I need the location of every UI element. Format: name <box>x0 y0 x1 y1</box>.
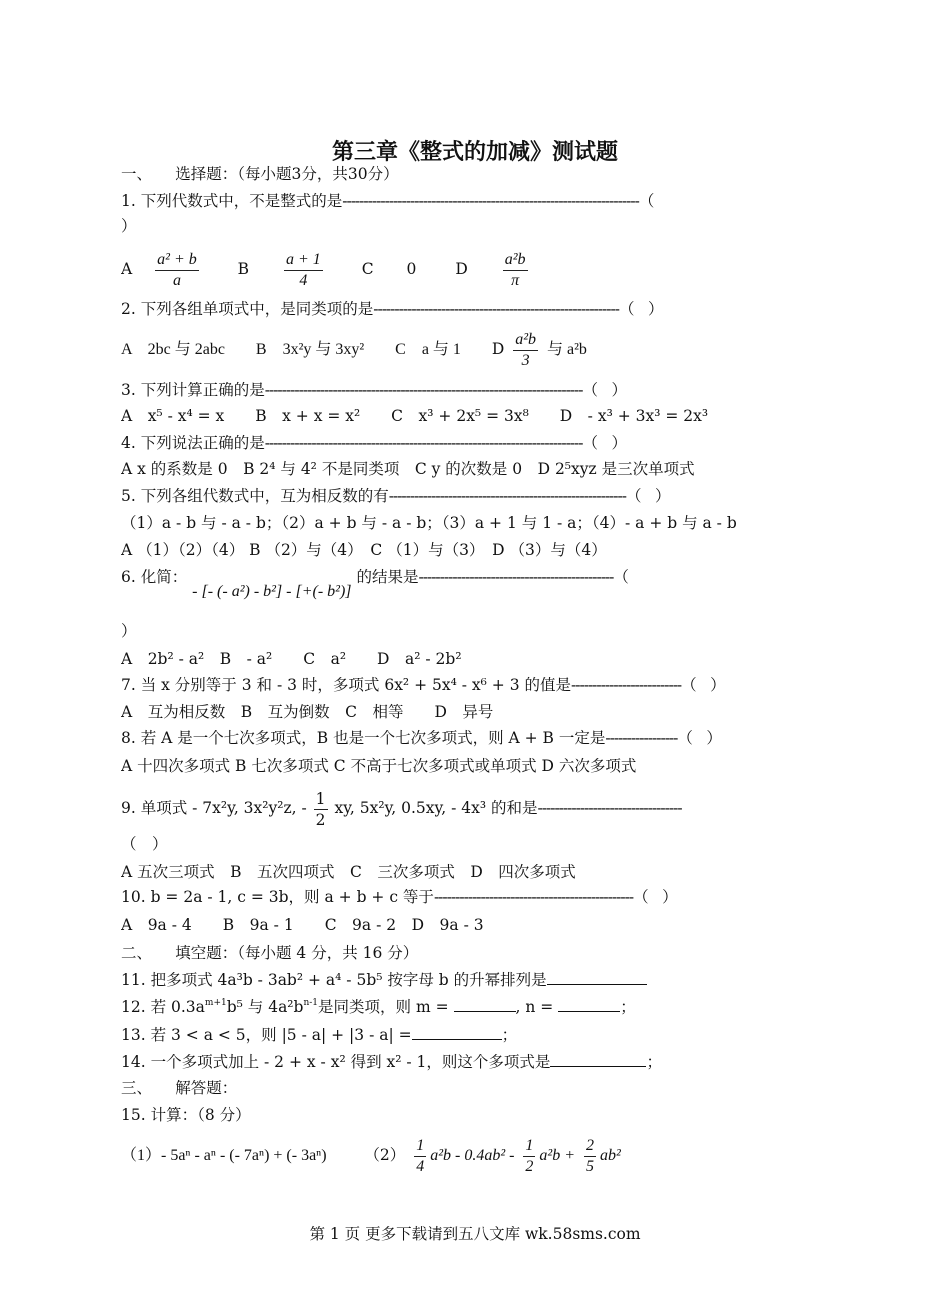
question-stem: 7. 当 x 分别等于 3 和 - 3 时，多项式 6x² + 5x⁴ - x⁶ + 3 的值是 <box>121 676 571 694</box>
question-stem: 5. 下列各组代数式中，互为相反数的有 <box>121 487 389 505</box>
option-c-value: 0 <box>406 260 417 278</box>
question-stem: 4. 下列说法正确的是 <box>121 434 265 452</box>
question-4-options: A x 的系数是 0 B 2⁴ 与 4² 不是同类项 C y 的次数是 0 D 2⁵xyz 是三次单项式 <box>121 460 695 478</box>
option-b: B x + x = x² <box>255 407 361 425</box>
question-14: 14. 一个多项式加上 - 2 + x - x² 得到 x² - 1，则这个多项式是 ； <box>121 1053 662 1071</box>
question-stem: 2. 下列各组单项式中，是同类项的是 <box>121 300 374 318</box>
answer-blank[interactable] <box>558 997 620 1012</box>
question-13: 13. 若 3 < a < 5，则 |5 - a| + |3 - a| = ； <box>121 1026 518 1044</box>
leader-dashes: -----------------------------------------------（ ） <box>433 888 677 906</box>
question-stem: 10. b = 2a - 1, c = 3b，则 a + b + c 等于 <box>121 888 434 906</box>
option-d-fraction: $\frac{\text{a²b}}{\pi}$ <box>504 250 526 289</box>
question-1 <box>121 190 835 212</box>
option-a: A x⁵ - x⁴ = x <box>121 407 225 425</box>
question-6-options: A 2b² - a² B - a² C a² D a² - 2b² <box>121 650 462 668</box>
question-15: 15. 计算：（8 分） <box>121 1106 251 1124</box>
option-d-fraction: $\frac{\text{a²b}}{3}$ <box>515 330 537 369</box>
option-a-fraction: $\frac{\text{a² + b}}{a}$ <box>157 250 197 289</box>
option-label: B <box>237 260 250 278</box>
section-heading: 二、 填空题：（每小题 4 分，共 16 分） <box>121 944 419 962</box>
question-12: 12. 若 $0.3a^{m+1}b^5$ 与 $4a^2b^{n-1}$是同类项，则 m = , n = ； <box>121 998 636 1016</box>
question-5-options: A （1）（2）（4） B （2）与（4） C （1）与（3） D （3）与（4） <box>121 541 607 559</box>
leader-dashes: ---------------------------------------------------------------------------（ ） <box>264 381 627 399</box>
answer-blank[interactable] <box>454 997 516 1012</box>
answer-blank[interactable] <box>547 970 647 985</box>
question-stem: 3. 下列计算正确的是 <box>121 381 265 399</box>
fraction-half: $\frac{1}{2}$ <box>315 789 326 829</box>
question-10-options: A 9a - 4 B 9a - 1 C 9a - 2 D 9a - 3 <box>121 916 484 934</box>
option-b: B 3x²y 与 3xy² <box>255 341 365 358</box>
question-6 <box>121 566 835 606</box>
question-stem: 8. 若 A 是一个七次多项式，B 也是一个七次多项式，则 A + B 一定是 <box>121 729 606 747</box>
question-2 <box>121 298 835 320</box>
question-7 <box>121 674 835 696</box>
question-7-options: A 互为相反数 B 互为倒数 C 相等 D 异号 <box>121 703 494 721</box>
option-label: A <box>121 260 133 278</box>
answer-paren: ） <box>121 217 137 235</box>
option-label: D <box>455 260 468 278</box>
question-8-options: A 十四次多项式 B 七次多项式 C 不高于七次多项式或单项式 D 六次多项式 <box>121 757 637 775</box>
leader-dashes: ----------------------------------------------------------（ ） <box>373 300 663 318</box>
question-3 <box>121 379 835 401</box>
leader-dashes: --------------------------（ ） <box>571 676 725 694</box>
question-3-options <box>121 405 835 427</box>
question-11: 11. 把多项式 4a³b - 3ab² + a⁴ - 5b⁵ 按字母 b 的升幂排列是 <box>121 969 835 991</box>
section-heading: 一、 选择题：（每小题3分，共30分） <box>121 165 399 183</box>
question-5 <box>121 485 835 507</box>
section-heading: 三、 解答题： <box>121 1079 238 1097</box>
answer-paren: ） <box>121 622 137 640</box>
question-9 <box>121 783 835 833</box>
answer-blank[interactable] <box>550 1052 646 1067</box>
question-6-expression: - [- (- a²) - b²] - [+(- b²)] <box>192 583 352 600</box>
leader-dashes: ---------------------------------- <box>537 799 682 817</box>
question-1-options <box>121 244 835 294</box>
leader-dashes: ----------------------------------------------------------------------（ <box>342 192 654 210</box>
fraction: $\frac{1}{4}$ <box>416 1136 425 1175</box>
question-stem: 1. 下列代数式中，不是整式的是 <box>121 192 343 210</box>
answer-paren: （ ） <box>121 835 168 853</box>
question-5-groups: （1）a - b 与 - a - b；（2）a + b 与 - a - b；（3）a + 1 与 1 - a；（4）- a + b 与 a - b <box>121 514 737 532</box>
question-9-options: A 五次三项式 B 五次四项式 C 三次多项式 D 四次多项式 <box>121 863 576 881</box>
question-tail: 的结果是 <box>356 568 419 586</box>
question-stem: 6. 化简： <box>121 568 188 586</box>
question-10 <box>121 886 835 908</box>
option-c: C x³ + 2x⁵ = 3x⁸ <box>391 407 529 425</box>
option-d-tail: 与 a²b <box>546 341 587 358</box>
question-4 <box>121 432 835 454</box>
question-2-options <box>121 326 835 372</box>
page-footer: 第 1 页 更多下载请到五八文库 wk.58sms.com <box>309 1225 641 1243</box>
option-label: D <box>491 340 505 358</box>
question-15-parts: （1）- 5aⁿ - aⁿ - (- 7aⁿ) + (- 3aⁿ) （2） $\frac{1}{4}$ a²b - 0.4ab² - $\frac{1}{2}$ a²b + $\frac{2}{5}$ ab² <box>121 1136 621 1175</box>
option-label: C <box>361 260 374 278</box>
answer-blank[interactable] <box>412 1025 502 1040</box>
option-c: C a 与 1 <box>395 341 461 358</box>
fraction: $\frac{1}{2}$ <box>525 1136 534 1175</box>
leader-dashes: --------------------------------------------------------（ ） <box>388 487 670 505</box>
leader-dashes: -----------------（ ） <box>605 729 721 747</box>
question-8 <box>121 727 835 749</box>
part-2-label: （2） <box>364 1146 406 1164</box>
option-b-fraction: $\frac{a + 1}{4}$ <box>286 250 321 289</box>
option-d: D - x³ + 3x³ = 2x³ <box>559 407 709 425</box>
leader-dashes: ----------------------------------------------（ <box>418 568 628 586</box>
page-title: 第三章《整式的加减》测试题 <box>331 139 618 165</box>
question-tail: xy, 5x²y, 0.5xy, - 4x³ 的和是 <box>334 799 538 817</box>
part-1-expression: （1）- 5aⁿ - aⁿ - (- 7aⁿ) + (- 3aⁿ) <box>121 1147 327 1164</box>
fraction: $\frac{2}{5}$ <box>585 1136 594 1175</box>
question-stem: 9. 单项式 - 7x²y, 3x²y²z, - <box>121 799 307 817</box>
leader-dashes: ---------------------------------------------------------------------------（ ） <box>264 434 627 452</box>
option-a: A 2bc 与 2abc <box>121 341 225 358</box>
